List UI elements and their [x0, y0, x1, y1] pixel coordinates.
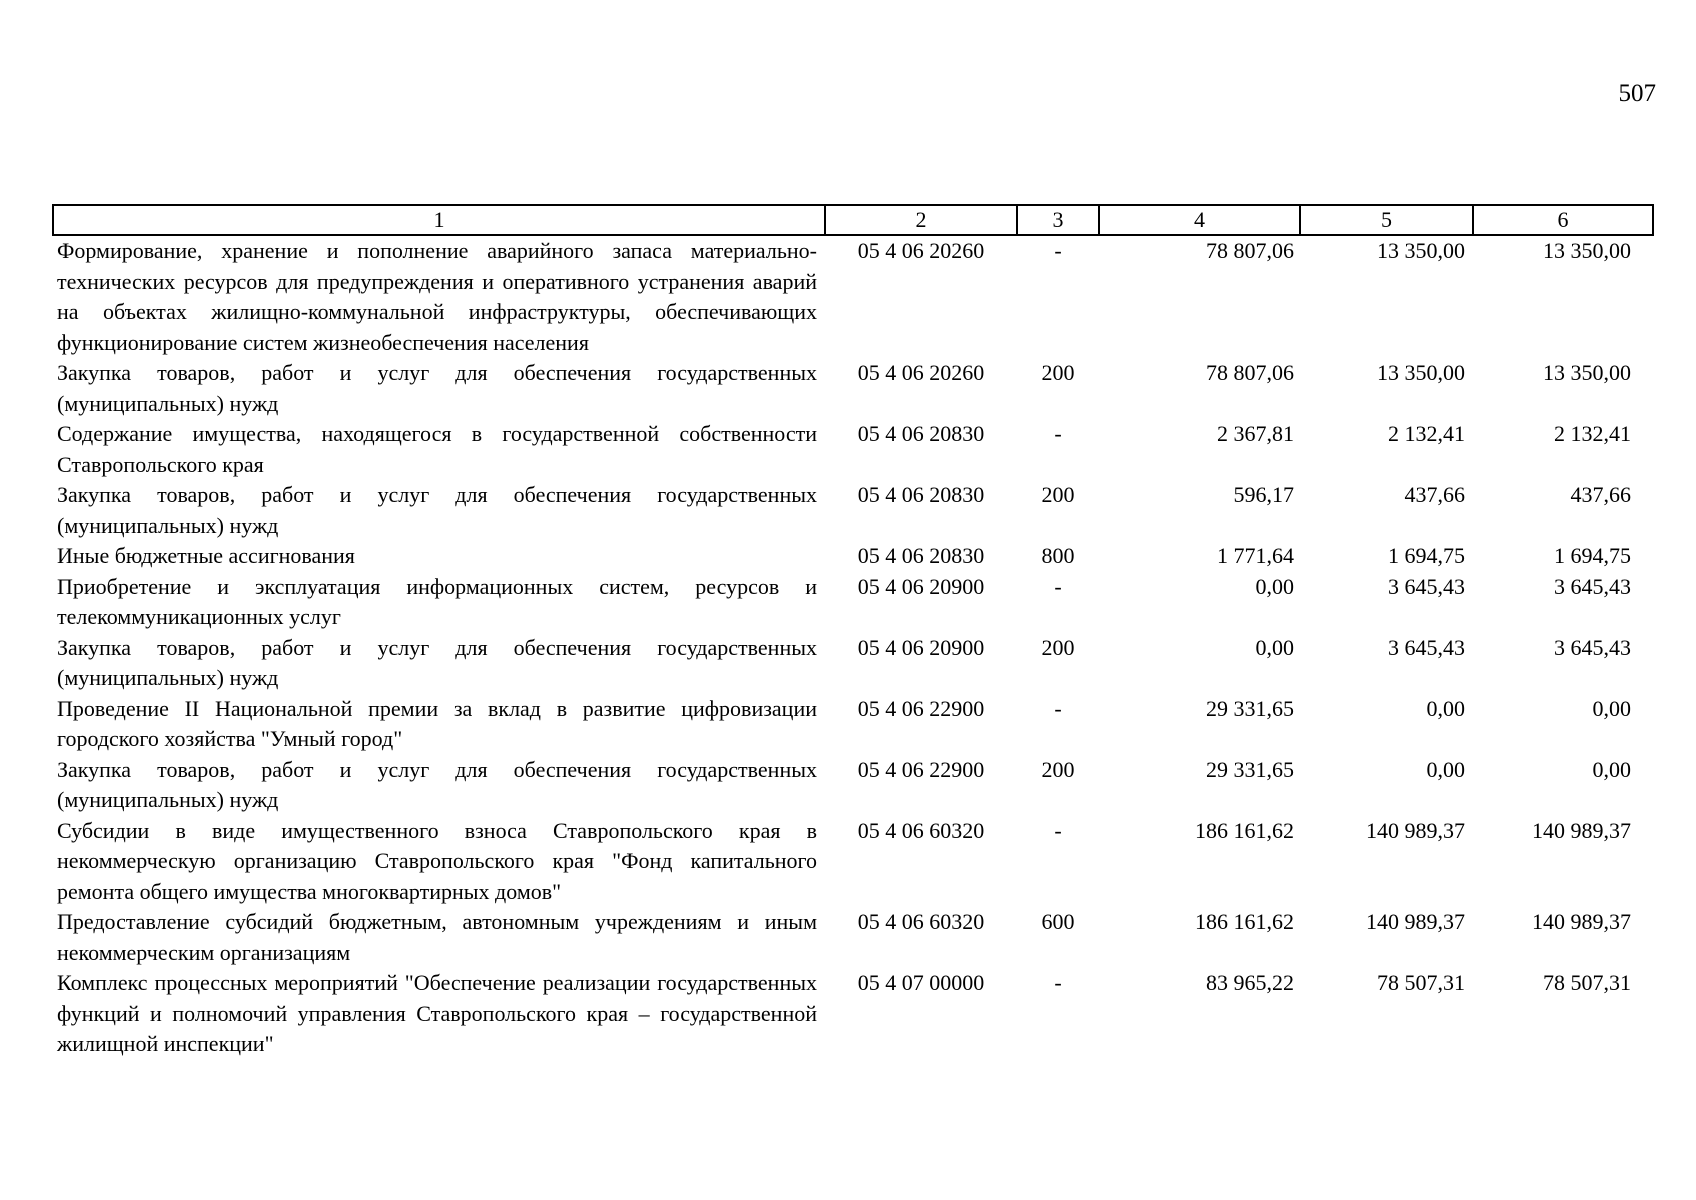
row-value-5: 13 350,00: [1377, 360, 1465, 385]
table-header-row: [53, 205, 1653, 235]
row-value-5: 13 350,00: [1377, 238, 1465, 263]
row-value-4: 29 331,65: [1206, 756, 1294, 782]
row-value-5: 3 645,43: [1388, 573, 1465, 599]
row-code: 05 4 06 60320: [857, 909, 985, 934]
row-value-6: 140 989,37: [1532, 817, 1631, 843]
row-value-4: 186 161,62: [1195, 909, 1294, 934]
row-value-4: 0,00: [1255, 634, 1294, 660]
row-value-4: 596,17: [1233, 482, 1294, 507]
row-value-6: 0,00: [1592, 695, 1631, 721]
page-number: 507: [1618, 80, 1656, 107]
column-header-4: 4: [1099, 205, 1300, 235]
row-name: Закупка товаров, работ и услуг для обеспечения государственных (муниципальных) нужд: [57, 634, 817, 690]
row-name: Содержание имущества, находящегося в государственной собственности Ставропольского края: [57, 421, 817, 477]
row-value-6: 0,00: [1592, 756, 1631, 782]
row-value-6: 13 350,00: [1543, 238, 1631, 263]
row-value-6: 2 132,41: [1554, 421, 1631, 446]
row-name: Предоставление субсидий бюджетным, автономным учреждениям и иным некоммерческим организациям: [57, 909, 817, 965]
row-name: Закупка товаров, работ и услуг для обеспечения государственных (муниципальных) нужд: [57, 482, 817, 538]
row-kind: 200: [1041, 360, 1075, 385]
row-value-4: 2 367,81: [1217, 421, 1294, 446]
table-row: [53, 816, 1653, 908]
row-kind: 200: [1041, 634, 1075, 660]
row-kind: 800: [1041, 543, 1075, 568]
row-value-6: 140 989,37: [1532, 909, 1631, 934]
row-value-5: 140 989,37: [1366, 909, 1465, 934]
row-name: Субсидии в виде имущественного взноса Ставропольского края в некоммерческую организацию Ставропольского края "Фонд капитального ремонта общего имущества многоквартирных домов": [57, 817, 817, 904]
row-value-5: 0,00: [1426, 756, 1465, 782]
row-code: 05 4 06 20900: [857, 573, 985, 599]
table-row: [53, 968, 1653, 1060]
table-row: [53, 907, 1653, 968]
row-code: 05 4 06 20830: [857, 421, 985, 446]
row-code: 05 4 06 22900: [857, 695, 985, 721]
row-code: 05 4 06 20260: [857, 238, 985, 263]
table-row: [53, 755, 1653, 816]
table-row: [53, 358, 1653, 419]
column-header-2: 2: [825, 205, 1017, 235]
row-code: 05 4 06 22900: [857, 756, 985, 782]
row-code: 05 4 06 20830: [857, 543, 985, 568]
row-value-4: 186 161,62: [1195, 817, 1294, 843]
column-header-5: 5: [1300, 205, 1473, 235]
row-value-5: 0,00: [1426, 695, 1465, 721]
row-code: 05 4 06 60320: [857, 817, 985, 843]
budget-table: [52, 204, 1654, 1060]
row-kind: -: [1054, 970, 1062, 995]
row-kind: -: [1054, 421, 1062, 446]
row-value-4: 1 771,64: [1217, 543, 1294, 568]
row-kind: -: [1054, 573, 1062, 599]
row-value-5: 437,66: [1404, 482, 1465, 507]
row-name: Приобретение и эксплуатация информационных систем, ресурсов и телекоммуникационных услуг: [57, 573, 817, 629]
table-row: [53, 541, 1653, 572]
row-kind: -: [1054, 238, 1062, 263]
column-header-3: 3: [1017, 205, 1099, 235]
row-value-4: 78 807,06: [1206, 238, 1294, 263]
row-value-5: 1 694,75: [1388, 543, 1465, 568]
table-row: [53, 572, 1653, 633]
row-value-6: 3 645,43: [1554, 573, 1631, 599]
row-code: 05 4 06 20900: [857, 634, 985, 660]
row-value-6: 78 507,31: [1543, 970, 1631, 995]
row-code: 05 4 06 20260: [857, 360, 985, 385]
row-kind: 200: [1041, 756, 1075, 782]
row-name: Иные бюджетные ассигнования: [57, 543, 355, 568]
row-value-4: 78 807,06: [1206, 360, 1294, 385]
row-name: Проведение II Национальной премии за вклад в развитие цифровизации городского хозяйства "Умный город": [57, 695, 817, 751]
column-header-1: 1: [53, 205, 825, 235]
row-kind: -: [1054, 695, 1062, 721]
table-row: [53, 633, 1653, 694]
row-value-4: 29 331,65: [1206, 695, 1294, 721]
table-row: [53, 419, 1653, 480]
table-row: [53, 694, 1653, 755]
row-value-5: 2 132,41: [1388, 421, 1465, 446]
row-value-6: 3 645,43: [1554, 634, 1631, 660]
row-value-6: 1 694,75: [1554, 543, 1631, 568]
row-value-5: 3 645,43: [1388, 634, 1465, 660]
row-name: Комплекс процессных мероприятий "Обеспечение реализации государственных функций и полномочий управления Ставропольского края – государственной жилищной инспекции": [57, 970, 817, 1056]
table-row: [53, 480, 1653, 541]
row-code: 05 4 06 20830: [857, 482, 985, 507]
row-code: 05 4 07 00000: [857, 970, 985, 995]
row-value-6: 13 350,00: [1543, 360, 1631, 385]
row-value-6: 437,66: [1570, 482, 1631, 507]
column-header-6: 6: [1473, 205, 1653, 235]
table-row: [53, 235, 1653, 358]
row-kind: 200: [1041, 482, 1075, 507]
row-kind: 600: [1041, 909, 1075, 934]
row-value-5: 78 507,31: [1377, 970, 1465, 995]
row-kind: -: [1054, 817, 1062, 843]
row-value-4: 0,00: [1255, 573, 1294, 599]
row-value-4: 83 965,22: [1206, 970, 1294, 995]
row-value-5: 140 989,37: [1366, 817, 1465, 843]
row-name: Формирование, хранение и пополнение аварийного запаса материально-технических ресурсов для предупреждения и оперативного устранения аварий на объектах жилищно-коммунальной инфраструктуры, обеспечивающих функционирование систем жизнеобеспечения населения: [57, 238, 817, 355]
row-name: Закупка товаров, работ и услуг для обеспечения государственных (муниципальных) нужд: [57, 360, 817, 416]
row-name: Закупка товаров, работ и услуг для обеспечения государственных (муниципальных) нужд: [57, 756, 817, 812]
